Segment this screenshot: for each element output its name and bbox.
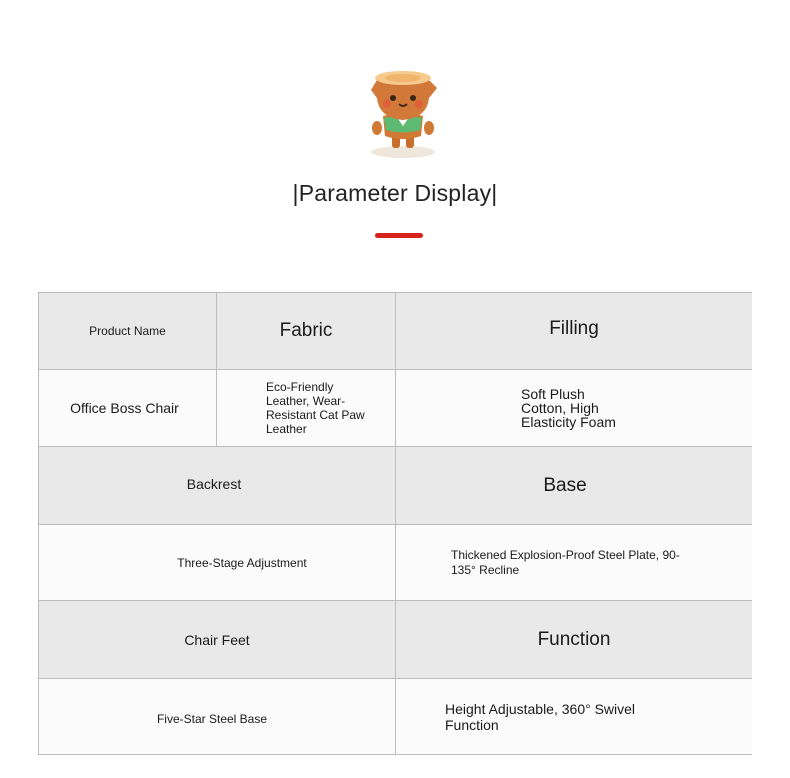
backrest-label: Backrest xyxy=(186,475,242,492)
base-label: Base xyxy=(543,474,587,496)
product-name-label: Product Name xyxy=(89,324,166,338)
function-label: Function xyxy=(537,628,611,650)
function-value: Height Adjustable, 360° Swivel Function xyxy=(445,700,636,733)
function-value-cell xyxy=(396,679,752,754)
backrest-value-cell xyxy=(39,525,396,601)
title-underline-accent xyxy=(375,233,423,238)
chair-feet-label: Chair Feet xyxy=(184,631,250,648)
base-label-cell xyxy=(396,447,752,525)
fabric-label-cell xyxy=(217,293,396,370)
chair-feet-value: Five-Star Steel Base xyxy=(156,711,268,726)
base-value: Thickened Explosion-Proof Steel Plate, 90-135° Recline xyxy=(451,547,680,577)
product-name-label-cell xyxy=(39,293,217,370)
fabric-value-cell xyxy=(217,370,396,447)
filling-label-cell xyxy=(396,293,752,370)
mascot-illustration xyxy=(363,64,443,162)
base-value-cell xyxy=(396,525,752,601)
fabric-label: Fabric xyxy=(279,320,333,341)
page-title: |Parameter Display| xyxy=(292,180,498,206)
product-name-value-cell xyxy=(39,370,217,447)
filling-label: Filling xyxy=(549,318,599,339)
chair-feet-label-cell xyxy=(39,601,396,679)
function-label-cell xyxy=(396,601,752,679)
product-name-value: Office Boss Chair xyxy=(70,400,179,416)
parameter-table xyxy=(38,292,752,755)
filling-value-cell xyxy=(396,370,752,447)
chair-feet-value-cell xyxy=(39,679,396,754)
backrest-label-cell xyxy=(39,447,396,525)
filling-value: Soft Plush Cotton, High Elasticity Foam xyxy=(521,386,616,430)
fabric-value: Eco-Friendly Leather, Wear-Resistant Cat Paw Leather xyxy=(266,380,365,436)
backrest-value: Three-Stage Adjustment xyxy=(177,555,307,570)
